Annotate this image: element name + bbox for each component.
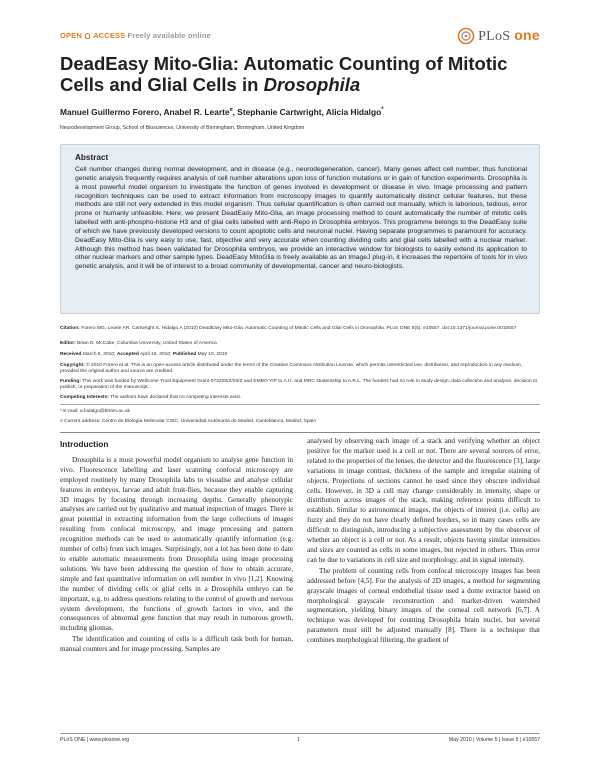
- citation-text: Forero MG, Learte AR, Cartwright S, Hidalgo A (2010) DeadEasy Mito-Glia: Automatic Counting of Mitotic Cells and Glial Cells in Drosophila. PLoS ONE 5(5): e10557. doi:10.1371/journal.pone.0010557: [81, 326, 517, 331]
- access-word: ACCESS: [93, 31, 126, 40]
- funding-text: This work was funded by Wellcome Trust Equipment Grant 073228/Z/03/Z and EMBO YIP to A.H. and MRC studentship to A.R.L. The funders had no role in study design, data collection and analysis, decision to publish, or preparation of the manuscript.: [60, 379, 538, 391]
- journal-name: [478, 27, 540, 45]
- competing-interests-line: [60, 395, 540, 401]
- abstract-box: [60, 144, 540, 314]
- abstract-text: Cell number changes during normal development, and in disease (e.g., neurodegeneration, cancer). Many genes affect cell number, thus functional genetic analysis frequently requires analysis of cell number alterations upon loss of function mutations or in gain of function experiments. Drosophila is a most powerful model organism to investigate the function of genes involved in development or disease in vivo. Image processing and pattern recognition techniques can be used to extract information from microscopy images to quantify automatically distinct cellular features, but these methods are still not very extended in this model organism. Thus cellular quantification is often carried out manually, which is laborious, tedious, error prone or humanly unfeasible. Here, we present DeadEasy Mito-Glia, an image processing method to count automatically the number of mitotic cells labelled with anti-phospho-histone H3 and of glial cells labelled with anti-Repo in Drosophila embryos. This programme belongs to the DeadEasy suite of which we have previously developed versions to count apoptotic cells and neuronal nuclei. Having separate programmes is paramount for accuracy. DeadEasy Mito-Glia is very easy to use, fast, objective and very accurate when counting dividing cells and glial cells labelled with a nuclear marker. Although this method has been validated for Drosophila embryos, we provide an interactive window for biologists to easily extend its application to other nuclear markers and other sample types. DeadEasy MitoGlia is freely available as an ImageJ plug-in, it increases the repertoire of tools for in vivo genetic analysis, and it will be of interest to a broad community of developmental, cancer and neuro-biologists.: [75, 166, 527, 271]
- open-access-lock-icon: [85, 33, 90, 39]
- published-date: May 10, 2010: [197, 352, 228, 357]
- citation-label: Citation:: [60, 326, 80, 331]
- funding-label: Funding:: [60, 379, 81, 384]
- copyright-line: [60, 363, 540, 376]
- meta-divider: [60, 404, 540, 405]
- introduction-heading: Introduction: [60, 439, 109, 449]
- address-line: ¤ Current address: Centro de Biología Molecular CSIC, Universidad Autónoma de Madrid, Cantoblanco, Madrid, Spain: [60, 419, 317, 424]
- received-date: March 5, 2010;: [82, 352, 116, 357]
- title-text: DeadEasy Mito-Glia: Automatic Counting of Mitotic Cells and Glial Cells in: [60, 53, 508, 95]
- journal-header: [60, 24, 540, 48]
- paragraph: Drosophila is a most powerful model organism to analyse gene function in vivo. Fluorescence labelling and laser scanning confocal microscopy are employed routinely by many Drosophila labs to visualise and analyse cellular features in embryos, larvae and adult fruit-flies, because they enable capturing 3D images by focusing through increasing depths. Generally phenotypic analyses are carried out by qualitative and manual inspection of images. There is great potential in extracting information from the large collections of images resulting from confocal microscopy, and image processing and pattern recognition methods can be used to automatically quantify information (e.g. number of cells) from such images. Surprisingly, not a lot has been done to date to enable automatic measurements from Drosophila using image processing solutions. We have been addressing the question of how to obtain accurate, simple and fast quantitative information on cell number in vivo [1,2]. Knowing the number of dividing cells or glial cells in a Drosophila embryo can be important, e.g. to address questions relating to the control of growth and nervous system development, the functions of growth factors in vivo, and the consequences of abnormal gene function that may result in tumorous growth, including gliomas.: [60, 455, 293, 633]
- author-list: [60, 107, 540, 117]
- editor-line: [60, 341, 540, 347]
- copyright-label: Copyright:: [60, 363, 85, 368]
- page-footer: [60, 733, 540, 747]
- open-word: OPEN: [60, 31, 82, 40]
- plos-swirl-icon: [457, 27, 475, 45]
- accepted-label: Accepted: [116, 352, 139, 357]
- citation-line: [60, 326, 540, 332]
- title-species: Drosophila: [263, 74, 361, 95]
- paragraph: analysed by observing each image of a stack and verifying whether an object positive for the marker used is a cell or not. There are several sources of error, related to the properties of the lenses, the detector and the fluorescence [3], large variations in image contrast, thickness of the sample and irregular staining of objects. Projections of sections cannot be used since they obscure individual cells. However, in 3D a cell may change considerably in intensity, shape or distribution across images of the stack, making reference points difficult to establish. Similar to astronomical images, the objects of interest (i.e. cells) are fuzzy and they do not have clearly defined borders, so in many cases cells are difficult to distinguish, introducing a subjective assessment by the observer of whether an object is a cell or not. As a result, objects having similar intensities and sizes are counted as cells in some images, but rejected in others. Thus error can be due to variations in cell size and morphology, and in signal intensity.: [307, 437, 540, 564]
- author-address-mark: ¤: [229, 107, 233, 114]
- dates-line: [60, 352, 540, 358]
- plos-one-logo: [457, 24, 540, 48]
- body-column-left: [60, 440, 293, 655]
- body-column-right: [307, 437, 540, 646]
- editor-text: Brian D. McCabe, Columbia University, United States of America: [77, 341, 217, 346]
- front-matter-rule: [60, 432, 540, 433]
- affiliation: Neurodevelopment Group, School of Biosciences, University of Birmingham, Birmingham, United Kingdom: [60, 125, 305, 131]
- footer-journal: PLoS ONE | www.plosone.org: [60, 737, 130, 743]
- paper-title: [60, 53, 540, 95]
- authors-first: Manuel Guillermo Forero, Anabel R. Learte: [60, 107, 230, 117]
- competing-label: Competing Interests:: [60, 395, 109, 400]
- footer-issue: May 2010 | Volume 5 | Issue 5 | e10557: [448, 737, 540, 743]
- page-number: 1: [297, 737, 300, 743]
- funding-line: [60, 379, 540, 392]
- received-label: Received: [60, 352, 82, 357]
- published-label: Published: [172, 352, 197, 357]
- editor-label: Editor:: [60, 341, 76, 346]
- open-access-label: [60, 31, 211, 40]
- freely-available-text: Freely available online: [127, 31, 211, 40]
- plos-word: PLoS: [478, 29, 511, 44]
- email-line: * E-mail: a.hidalgo@bham.ac.uk: [60, 409, 130, 414]
- paragraph: The identification and counting of cells is a difficult task both for human, manual counters and for image processing. Samples are: [60, 635, 293, 654]
- authors-rest: , Stephanie Cartwright, Alicia Hidalgo: [232, 107, 382, 117]
- abstract-heading: Abstract: [75, 153, 109, 162]
- accepted-date: April 19, 2010;: [139, 352, 172, 357]
- corresponding-mark: *: [381, 107, 384, 114]
- one-word: one: [514, 27, 540, 43]
- paragraph: The problem of counting cells from confocal microscopy images has been addressed before [4,5]. For the analysis of 2D images, a method for segmenting grayscale images of corneal endothelial tissue used a dome extractor based on morphological grayscale reconstruction and marker-driven watershed segmentation, yielding binary images of the corneal cell network [6,7]. A technique was developed for counting Drosophila brain nuclei, but several parameters must still be adjusted manually [8]. There is a technique that combines morphological filtering, the gradient of: [307, 566, 540, 645]
- competing-text: The authors have declared that no competing interests exist.: [110, 395, 242, 400]
- copyright-text: © 2010 Forero et al. This is an open-access article distributed under the terms of the Creative Commons Attribution License, which permits unrestricted use, distribution, and reproduction in any medium, provided the original author and source are credited.: [60, 363, 523, 375]
